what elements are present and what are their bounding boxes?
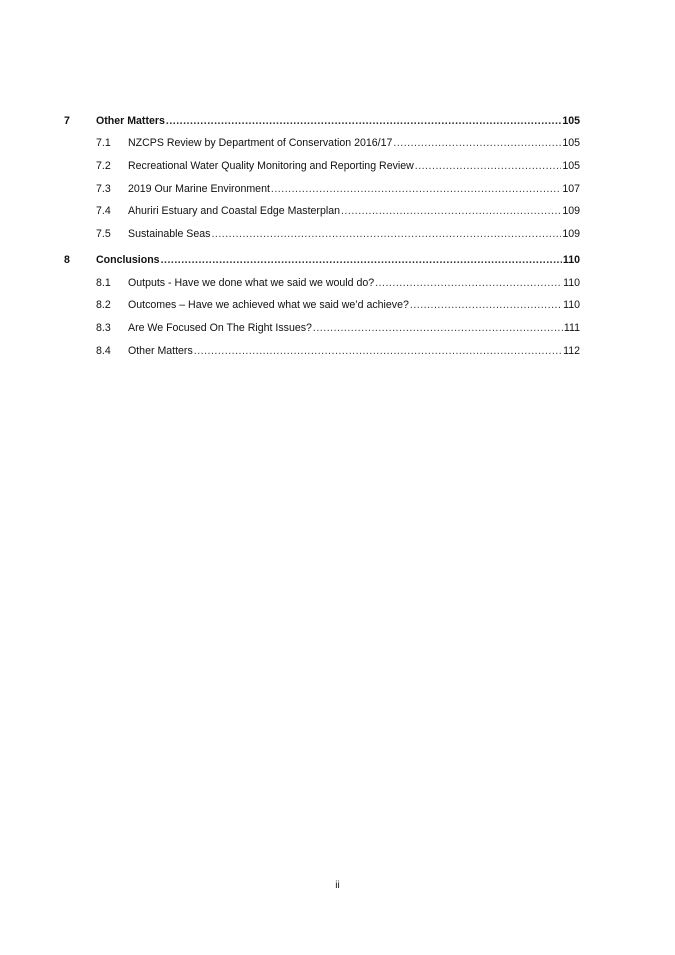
toc-subentry[interactable] [64, 223, 580, 246]
toc-subentry[interactable] [64, 294, 580, 317]
toc-subentry-page: 110 [563, 276, 580, 289]
toc-subentry-number: 7.5 [96, 228, 111, 241]
toc-entry-title: Conclusions [96, 254, 160, 267]
section-spacer [64, 245, 580, 252]
toc-subentry-title: Are We Focused On The Right Issues? [128, 322, 312, 335]
toc-subentry-page: 105 [562, 137, 580, 150]
dot-leader [375, 277, 562, 289]
toc-subentry-page: 107 [562, 182, 580, 195]
toc-entry-number: 8 [64, 254, 70, 267]
toc-subentry-page: 109 [562, 205, 580, 218]
toc-subentry-page: 111 [563, 322, 580, 335]
toc-subentry-title: Other Matters [128, 344, 193, 357]
toc-subentry-title: Sustainable Seas [128, 228, 211, 241]
toc-subentry-number: 8.2 [96, 299, 111, 312]
toc-section-7 [64, 113, 580, 245]
toc-entry-title: Other Matters [96, 115, 165, 127]
toc-subentry-page: 105 [562, 160, 580, 173]
toc-subentry-title: Ahuriri Estuary and Coastal Edge Masterplan [128, 205, 340, 218]
page-number: ii [335, 880, 340, 891]
dot-leader [166, 115, 561, 127]
toc-subentry-number: 7.4 [96, 205, 111, 218]
toc-entry[interactable] [64, 113, 580, 129]
toc-subentry-number: 8.4 [96, 344, 111, 357]
toc-subentry-number: 7.3 [96, 182, 111, 195]
toc-subentry-number: 8.1 [96, 276, 111, 289]
dot-leader [211, 228, 561, 240]
toc-subentry-number: 7.2 [96, 160, 111, 173]
toc-subentry[interactable] [64, 317, 580, 340]
dot-leader [271, 183, 561, 195]
toc-subentry[interactable] [64, 177, 580, 200]
toc-subentry-title: Outcomes – Have we achieved what we said we’d achieve? [128, 299, 409, 312]
table-of-contents [64, 113, 580, 362]
toc-subentry[interactable] [64, 200, 580, 223]
toc-subentry[interactable] [64, 340, 580, 363]
toc-subentry-page: 110 [563, 299, 580, 312]
toc-subentry-page: 112 [563, 344, 580, 357]
toc-subentry[interactable] [64, 271, 580, 294]
toc-entry-page: 110 [562, 254, 580, 267]
toc-subentry-title: NZCPS Review by Department of Conservation 2016/17 [128, 137, 393, 150]
toc-subentry-title: Recreational Water Quality Monitoring and Reporting Review [128, 160, 414, 173]
toc-entry[interactable] [64, 252, 580, 268]
toc-subentry-number: 8.3 [96, 322, 111, 335]
toc-section-8 [64, 252, 580, 362]
toc-subentry-title: Outputs - Have we done what we said we would do? [128, 276, 375, 289]
toc-subentry-number: 7.1 [96, 137, 111, 150]
dot-leader [194, 345, 562, 357]
dot-leader [410, 299, 562, 311]
dot-leader [341, 205, 561, 217]
toc-subentry-title: 2019 Our Marine Environment [128, 182, 270, 195]
toc-subentry[interactable] [64, 155, 580, 178]
toc-subentry[interactable] [64, 132, 580, 155]
toc-entry-page: 105 [562, 115, 580, 127]
toc-entry-number: 7 [64, 115, 70, 127]
dot-leader [415, 160, 562, 172]
dot-leader [161, 254, 562, 266]
dot-leader [393, 137, 561, 149]
dot-leader [313, 322, 563, 334]
toc-subentry-page: 109 [562, 228, 580, 241]
